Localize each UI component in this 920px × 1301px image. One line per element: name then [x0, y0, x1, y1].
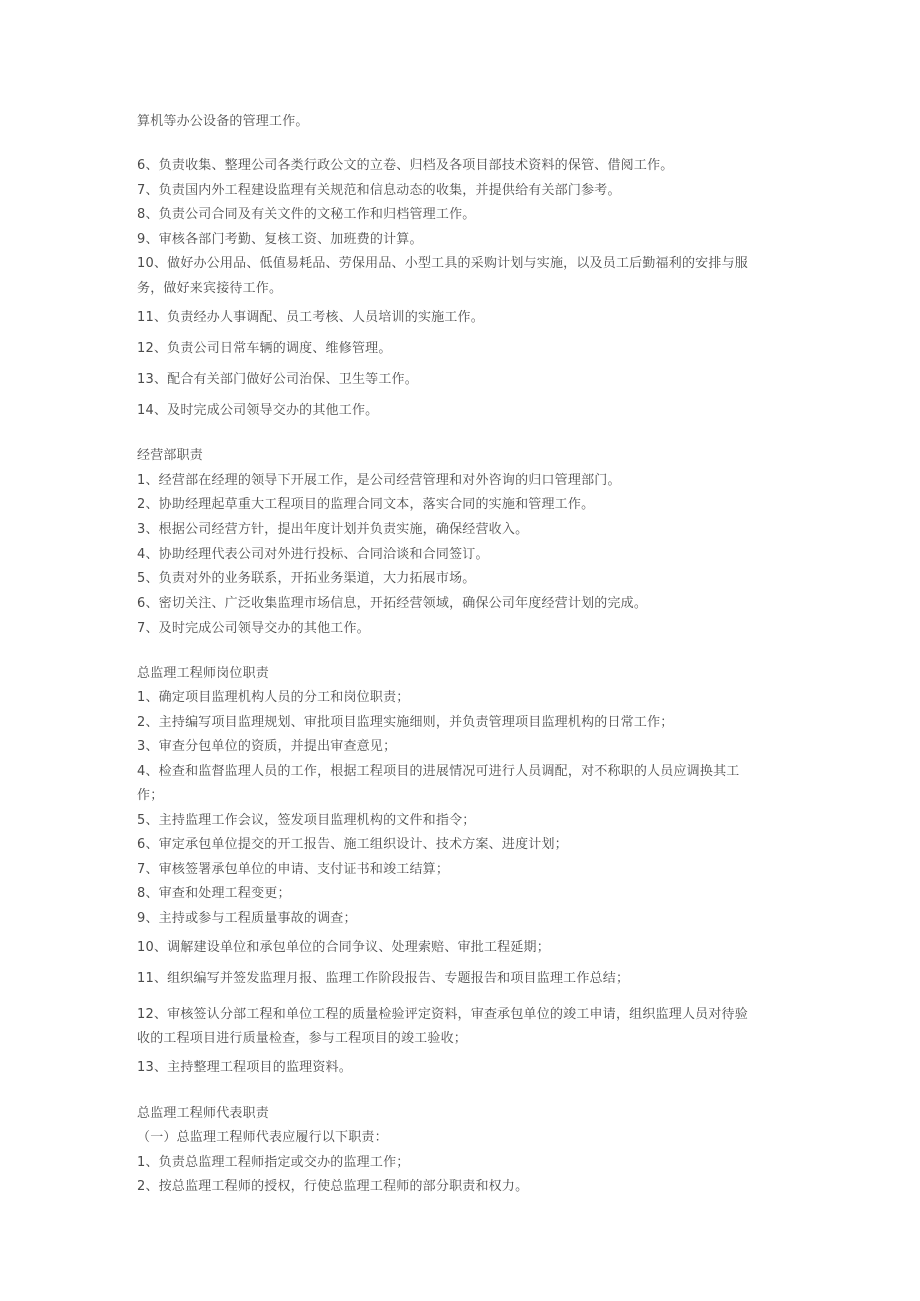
list-item: 10、调解建设单位和承包单位的合同争议、处理索赔、审批工程延期；: [137, 940, 550, 955]
section-heading-representative: 总监理工程师代表职责: [137, 1106, 270, 1121]
list-item: 6、审定承包单位提交的开工报告、施工组织设计、技术方案、进度计划；: [137, 837, 568, 852]
list-item: 14、及时完成公司领导交办的其他工作。: [137, 403, 379, 418]
list-item: 12、负责公司日常车辆的调度、维修管理。: [137, 341, 392, 356]
list-item: 11、组织编写并签发监理月报、监理工作阶段报告、专题报告和项目监理工作总结；: [137, 971, 630, 986]
list-item: 5、负责对外的业务联系，开拓业务渠道，大力拓展市场。: [137, 571, 476, 586]
list-item: （一）总监理工程师代表应履行以下职责：: [137, 1130, 388, 1145]
list-item: 4、检查和监督监理人员的工作，根据工程项目的进展情况可进行人员调配，对不称职的人员应调换其工: [137, 764, 740, 779]
list-item: 13、主持整理工程项目的监理资料。: [137, 1060, 352, 1075]
list-item: 3、审查分包单位的资质，并提出审查意见；: [137, 739, 397, 754]
list-item: 6、密切关注、广泛收集监理市场信息，开拓经营领域，确保公司年度经营计划的完成。: [137, 596, 648, 611]
list-item: 7、审核签署承包单位的申请、支付证书和竣工结算；: [137, 862, 450, 877]
list-item: 9、主持或参与工程质量事故的调查；: [137, 911, 357, 926]
list-item: 13、配合有关部门做好公司治保、卫生等工作。: [137, 372, 418, 387]
list-item: 2、按总监理工程师的授权，行使总监理工程师的部分职责和权力。: [137, 1179, 529, 1194]
list-item: 收的工程项目进行质量检查，参与工程项目的竣工验收；: [137, 1031, 468, 1046]
list-item: 1、经营部在经理的领导下开展工作，是公司经营管理和对外咨询的归口管理部门。: [137, 473, 621, 488]
section-heading-business: 经营部职责: [137, 448, 204, 463]
list-item: 12、审核签认分部工程和单位工程的质量检验评定资料，审查承包单位的竣工申请，组织监理人员对待验: [137, 1007, 748, 1022]
list-item: 5、主持监理工作会议，签发项目监理机构的文件和指令；: [137, 813, 476, 828]
list-item: 10、做好办公用品、低值易耗品、劳保用品、小型工具的采购计划与实施，以及员工后勤福利的安排与服: [137, 256, 748, 271]
list-item: 2、协助经理起草重大工程项目的监理合同文本，落实合同的实施和管理工作。: [137, 497, 595, 512]
list-item: 务，做好来宾接待工作。: [137, 281, 283, 296]
list-item: 1、负责总监理工程师指定或交办的监理工作；: [137, 1155, 410, 1170]
list-item: 4、协助经理代表公司对外进行投标、合同洽谈和合同签订。: [137, 547, 489, 562]
list-item: 2、主持编写项目监理规划、审批项目监理实施细则，并负责管理项目监理机构的日常工作；: [137, 715, 674, 730]
section-heading-chief-engineer: 总监理工程师岗位职责: [137, 666, 270, 681]
list-item: 7、负责国内外工程建设监理有关规范和信息动态的收集，并提供给有关部门参考。: [137, 183, 621, 198]
list-item: 6、负责收集、整理公司各类行政公文的立卷、归档及各项目部技术资料的保管、借阅工作。: [137, 158, 674, 173]
intro-line: 算机等办公设备的管理工作。: [137, 114, 309, 129]
list-item: 1、确定项目监理机构人员的分工和岗位职责；: [137, 690, 410, 705]
list-item: 3、根据公司经营方针，提出年度计划并负责实施，确保经营收入。: [137, 522, 529, 537]
list-item: 8、审查和处理工程变更；: [137, 886, 291, 901]
list-item: 作；: [137, 788, 164, 803]
list-item: 7、及时完成公司领导交办的其他工作。: [137, 621, 370, 636]
list-item: 8、负责公司合同及有关文件的文秘工作和归档管理工作。: [137, 207, 476, 222]
list-item: 9、审核各部门考勤、复核工资、加班费的计算。: [137, 232, 423, 247]
list-item: 11、负责经办人事调配、员工考核、人员培训的实施工作。: [137, 310, 484, 325]
